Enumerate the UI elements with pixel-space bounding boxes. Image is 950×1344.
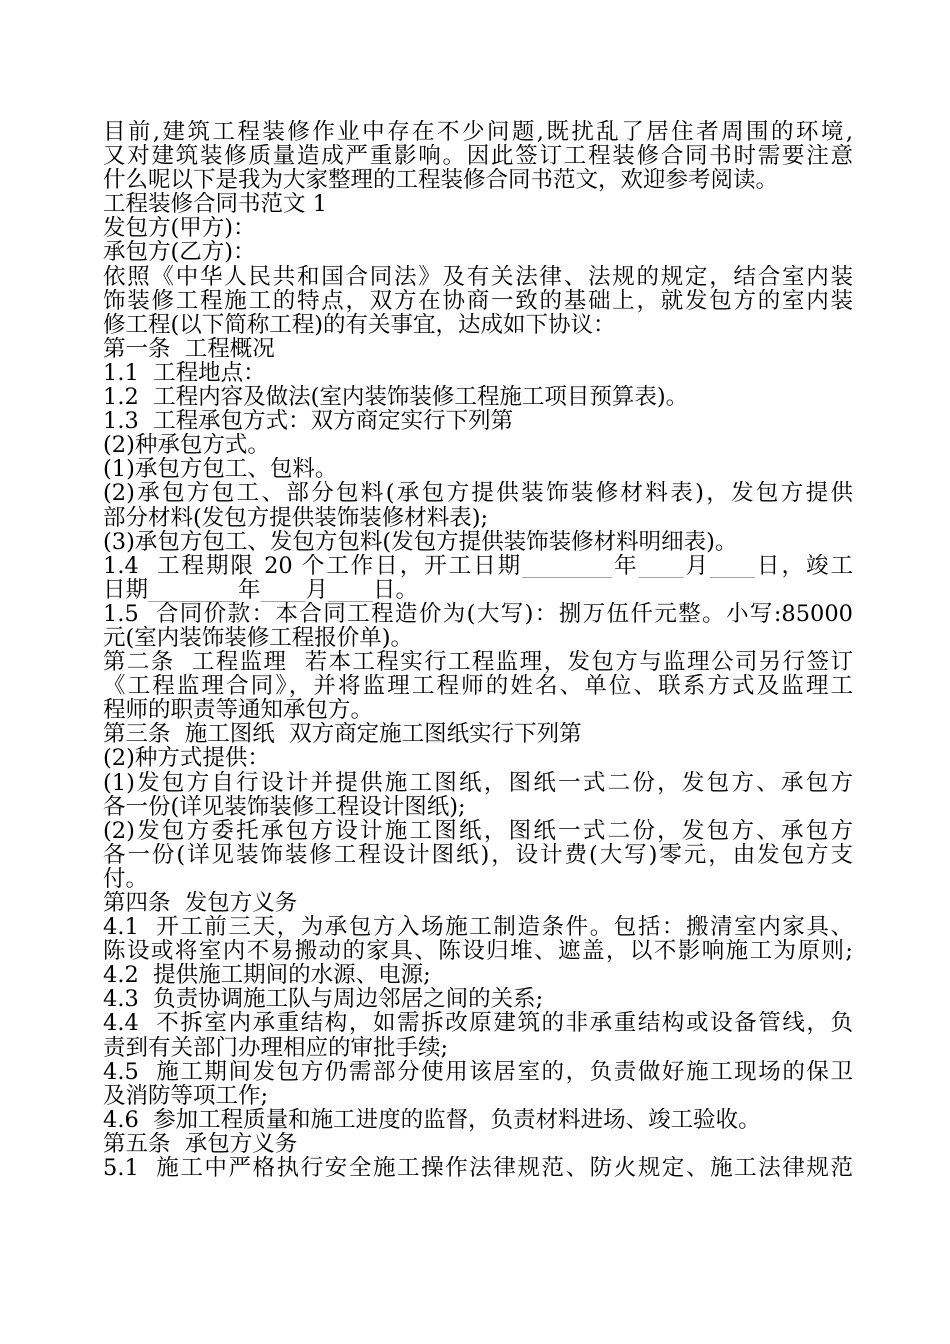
text-line: (2)种承包方式。 (103, 433, 270, 458)
text-line: (2)承包方包工、部分包料(承包方提供装饰装修材料表)，发包方提供 (103, 481, 853, 506)
text-line: 各一份(详见装饰装修工程设计图纸)，设计费(大写)零元，由发包方支 (103, 842, 853, 867)
text-line: 付。 (103, 866, 149, 891)
text-line: (2)种方式提供： (103, 746, 270, 771)
text-line: 第一条 工程概况 (103, 336, 275, 361)
text-line: 1.5 合同价款：本合同工程造价为(大写)：捌万伍仟元整。小写:85000 (103, 601, 853, 626)
text-line: 5.1 施工中严格执行安全施工操作法律规范、防火规定、施工法律规范 (103, 1156, 853, 1181)
text-line: 责到有关部门办理相应的审批手续; (103, 1035, 449, 1060)
text-line: 饰装修工程施工的特点，双方在协商一致的基础上，就发包方的室内装 (103, 288, 853, 313)
text-line: 日期________年____月____日。 (103, 577, 419, 602)
text-line: 1.3 工程承包方式：双方商定实行下列第 (103, 409, 514, 434)
text-line: (1)发包方自行设计并提供施工图纸，图纸一式二份，发包方、承包方 (103, 770, 853, 795)
text-line: 各一份(详见装饰装修工程设计图纸); (103, 794, 466, 819)
text-line: 4.1 开工前三天，为承包方入场施工制造条件。包括：搬清室内家具、 (103, 915, 853, 940)
text-line: 第四条 发包方义务 (103, 891, 298, 916)
text-line: (3)承包方包工、发包方包料(发包方提供装饰装修材料明细表)。 (103, 529, 738, 554)
text-line: 工程装修合同书范文 1 (103, 192, 327, 217)
text-line: 4.3 负责协调施工队与周边邻居之间的关系; (103, 987, 544, 1012)
text-line: 《工程监理合同》，并将监理工程师的姓名、单位、联系方式及监理工 (103, 674, 853, 699)
text-line: 4.6 参加工程质量和施工进度的监督，负责材料进场、竣工验收。 (103, 1107, 761, 1132)
text-line: 4.2 提供施工期间的水源、电源; (103, 963, 431, 988)
document-body (103, 120, 853, 1180)
text-line: 第二条 工程监理 若本工程实行工程监理，发包方与监理公司另行签订 (103, 650, 853, 675)
text-line: 目前,建筑工程装修作业中存在不少问题,既扰乱了居住者周围的环境, (103, 120, 853, 145)
text-line: 部分材料(发包方提供装饰装修材料表); (103, 505, 489, 530)
text-line: 发包方(甲方)： (103, 216, 256, 241)
text-line: 1.1 工程地点： (103, 360, 266, 386)
text-line: 第三条 施工图纸 双方商定施工图纸实行下列第 (103, 722, 582, 747)
text-line: 又对建筑装修质量造成严重影响。因此签订工程装修合同书时需要注意 (103, 144, 853, 169)
text-line: 陈设或将室内不易搬动的家具、陈设归堆、遮盖，以不影响施工为原则; (103, 939, 853, 964)
text-line: 4.5 施工期间发包方仍需部分使用该居室的，负责做好施工现场的保卫 (103, 1059, 853, 1084)
text-line: 修工程(以下简称工程)的有关事宜，达成如下协议： (103, 312, 616, 337)
text-line: 程师的职责等通知承包方。 (103, 698, 374, 723)
text-line: (1)承包方包工、包料。 (103, 457, 338, 482)
text-line: 承包方(乙方)： (103, 240, 256, 265)
text-line: 第五条 承包方义务 (103, 1131, 298, 1157)
text-line: 4.4 不拆室内承重结构，如需拆改原建筑的非承重结构或设备管线，负 (103, 1011, 853, 1036)
text-line: 1.4 工程期限 20 个工作日，开工日期________年____月____日，竣工 (103, 553, 853, 578)
text-line: 及消防等项工作; (103, 1083, 269, 1108)
text-line: 依照《中华人民共和国合同法》及有关法律、法规的规定，结合室内装 (103, 264, 853, 289)
text-line: 元(室内装饰装修工程报价单)。 (103, 625, 414, 651)
text-line: (2)发包方委托承包方设计施工图纸，图纸一式二份，发包方、承包方 (103, 818, 853, 843)
text-line: 什么呢以下是我为大家整理的工程装修合同书范文，欢迎参考阅读。 (103, 168, 779, 193)
text-line: 1.2 工程内容及做法(室内装饰装修工程施工项目预算表)。 (103, 385, 689, 410)
